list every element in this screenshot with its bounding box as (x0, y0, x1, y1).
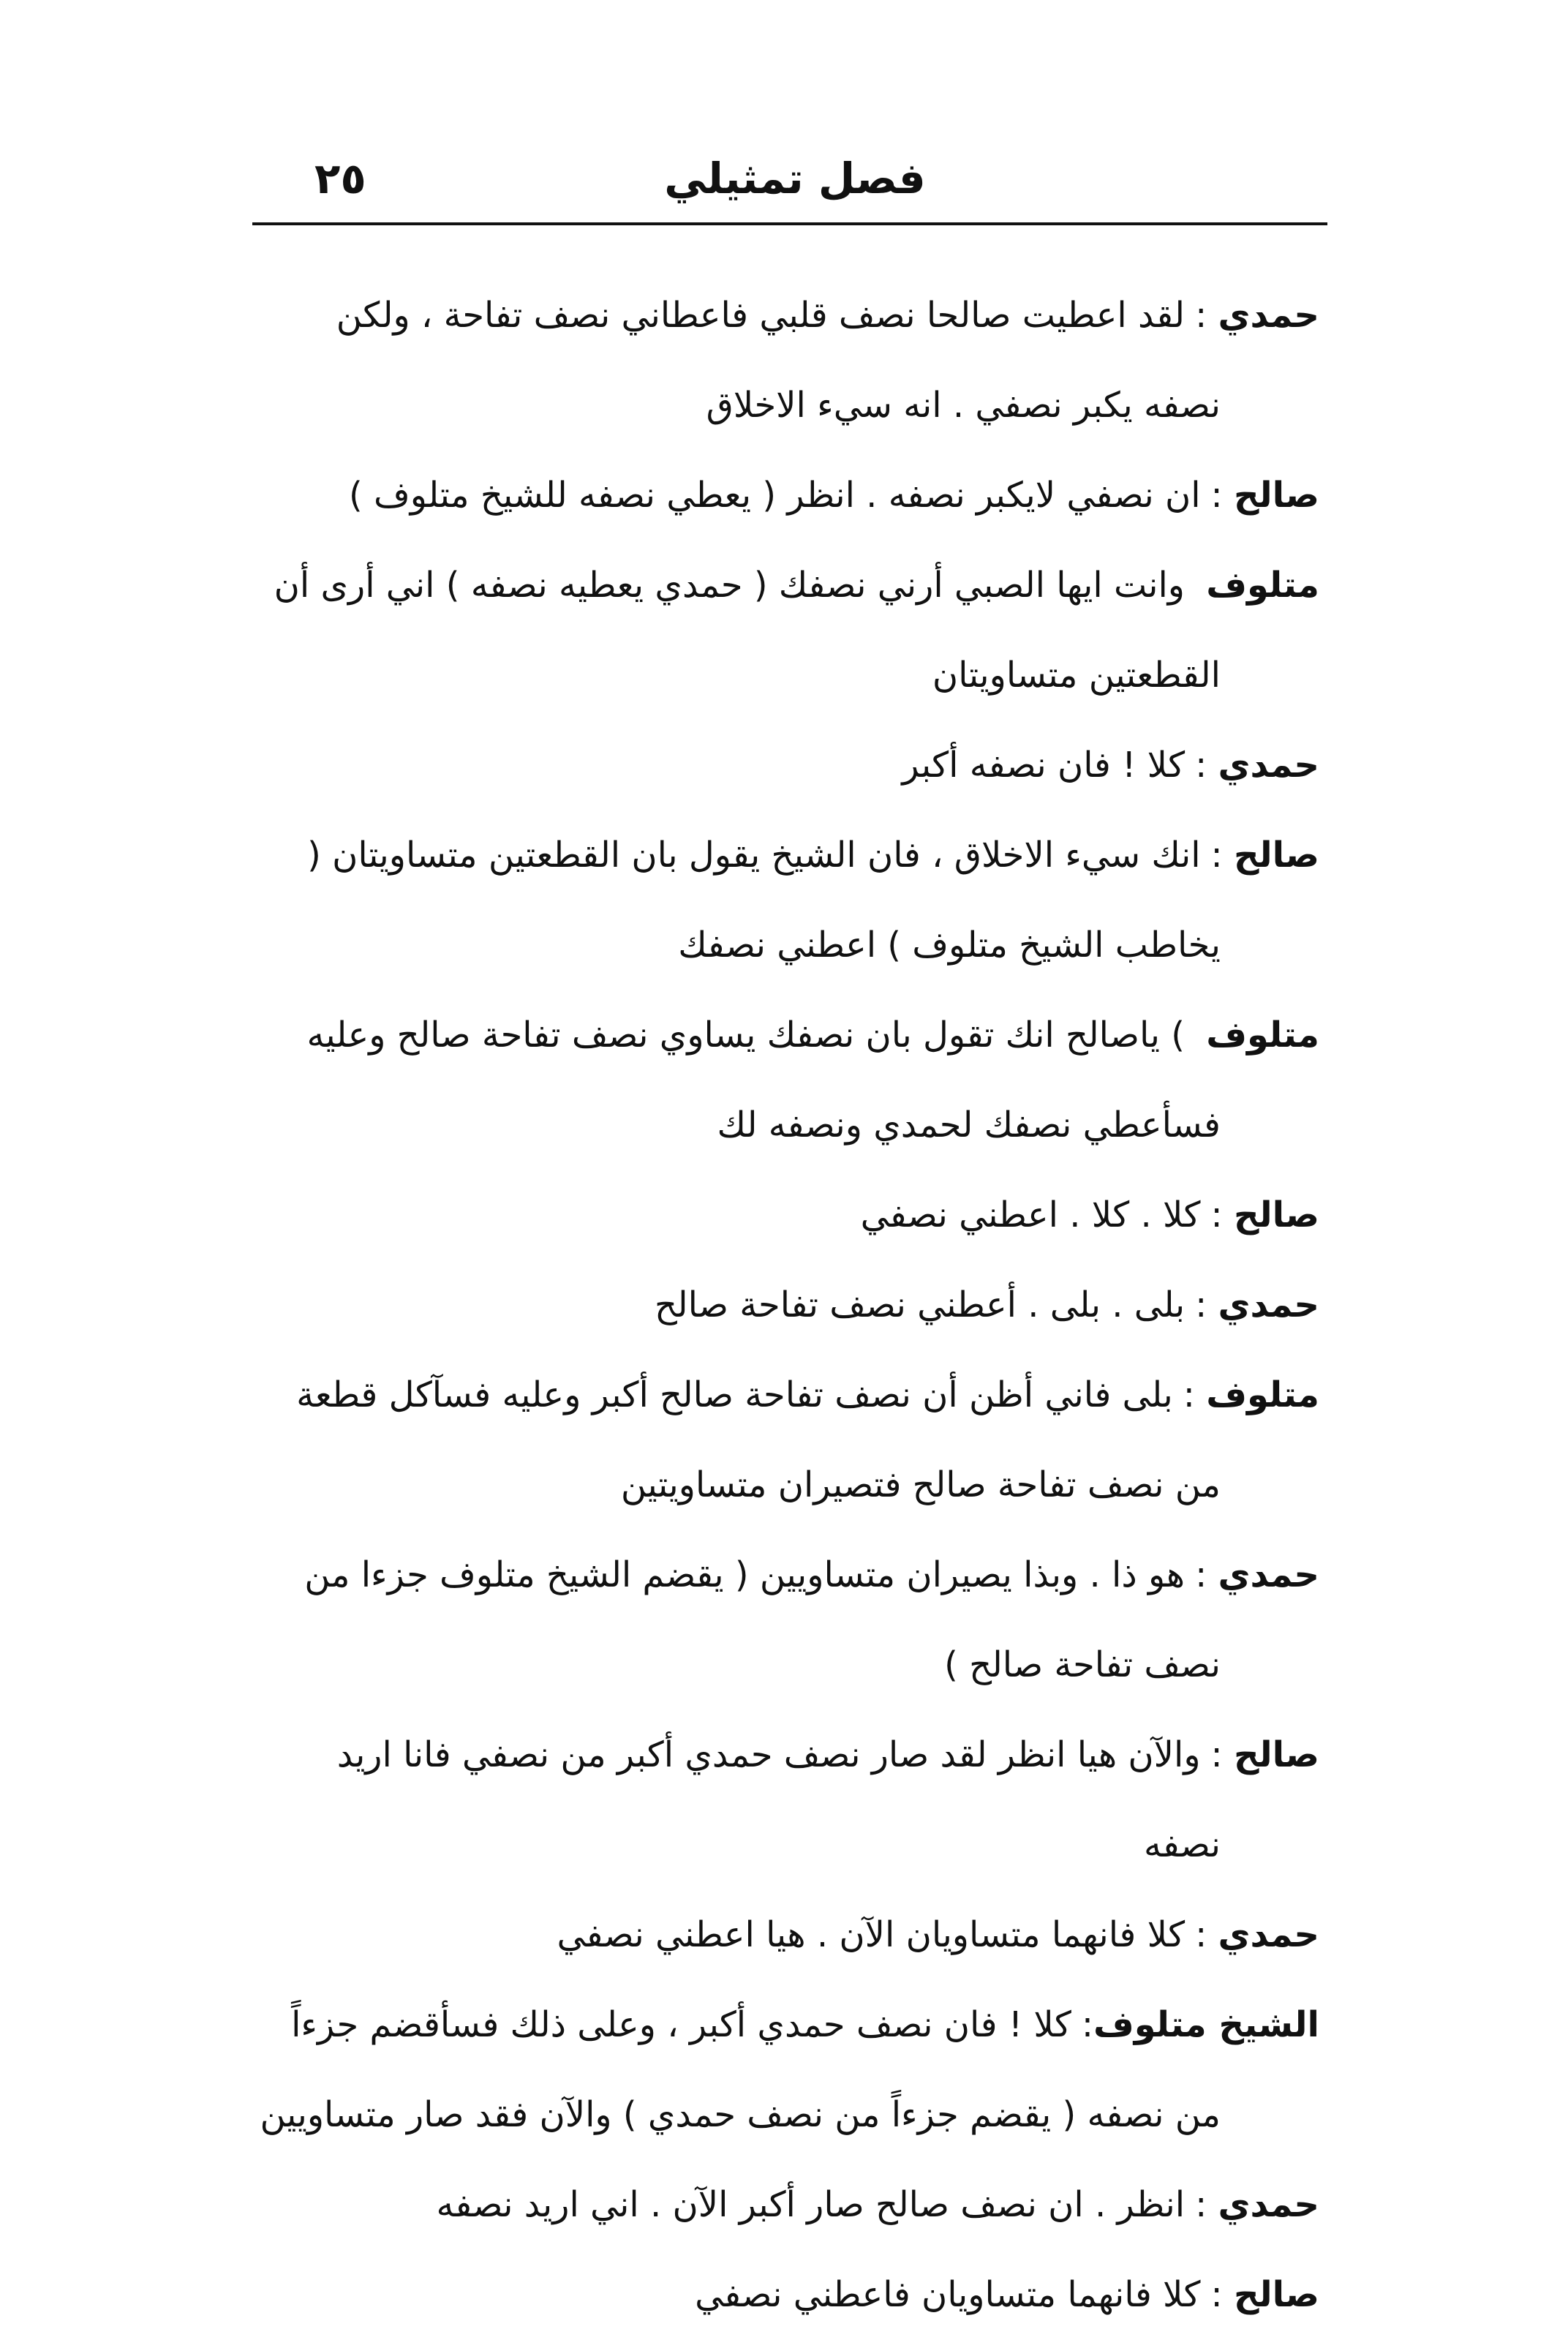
speaker-name: متلوف (1206, 565, 1319, 606)
line-text: كلا فانهما متساويان فاعطني نصفي (695, 2274, 1201, 2315)
speaker-name: متلوف (1206, 1015, 1319, 1056)
line-text: كلا ! فان نصفه أكبر (902, 745, 1186, 786)
speaker-separator: : (1210, 835, 1234, 876)
line-text: كلا . كلا . اعطني نصفي (860, 1195, 1201, 1235)
speaker-separator: : (1195, 745, 1218, 786)
dialogue-line (252, 2250, 1319, 2340)
speaker-separator: : (1195, 295, 1218, 336)
line-text: لقد اعطيت صالحا نصف قلبي فاعطاني نصف تفاحة ، ولكن نصفه يكبر نصفي . انه سيء الاخلاق (336, 295, 1221, 426)
dialogue-line (252, 721, 1319, 810)
dialogue (252, 271, 1319, 2340)
dialogue-line (252, 1170, 1319, 1260)
speaker-separator: : (1210, 1195, 1234, 1235)
dialogue-line (252, 1890, 1319, 1980)
running-title: فصل تمثيلي (664, 154, 926, 203)
speaker-name: حمدي (1218, 1914, 1319, 1955)
line-text: بلى . بلى . أعطني نصف تفاحة صالح (655, 1284, 1186, 1325)
speaker-separator: : (1210, 2274, 1234, 2315)
line-text: كلا ! فان نصف حمدي أكبر ، وعلى ذلك فسأقضم جزءاً من نصفه ( يقضم جزءاً من نصف حمدي ) والآن فقد صار متساويين (260, 2004, 1221, 2135)
line-text: بلى فاني أظن أن نصف تفاحة صالح أكبر وعليه فسآكل قطعة من نصف تفاحة صالح فتصيران متساويتين (296, 1374, 1221, 1505)
speaker-name: حمدي (1218, 295, 1319, 336)
speaker-name: الشيخ متلوف (1093, 2004, 1319, 2045)
speaker-separator: : (1210, 475, 1234, 516)
line-text: انظر . ان نصف صالح صار أكبر الآن . اني اريد نصفه (436, 2184, 1186, 2225)
header-rule (252, 222, 1327, 225)
speaker-name: حمدي (1218, 745, 1319, 786)
dialogue-line (252, 1980, 1319, 2160)
speaker-name: صالح (1233, 1734, 1319, 1775)
speaker-separator: : (1195, 2184, 1218, 2225)
speaker-name: صالح (1233, 1195, 1319, 1235)
speaker-separator: : (1195, 1554, 1218, 1595)
dialogue-line (252, 810, 1319, 990)
line-text: انك سيء الاخلاق ، فان الشيخ يقول بان القطعتين متساويتان ( يخاطب الشيخ متلوف ) اعطني نصفك (307, 835, 1221, 966)
speaker-separator: : (1195, 1914, 1218, 1955)
line-text: وانت ايها الصبي أرني نصفك ( حمدي يعطيه نصفه ) اني أرى أن القطعتين متساويتان (274, 565, 1221, 696)
dialogue-line (252, 2160, 1319, 2250)
speaker-name: متلوف (1206, 1374, 1319, 1415)
line-text: كلا فانهما متساويان الآن . هيا اعطني نصفي (557, 1914, 1186, 1955)
speaker-name: حمدي (1218, 1554, 1319, 1595)
dialogue-line (252, 990, 1319, 1170)
dialogue-line (252, 451, 1319, 541)
page-number: ٢٥ (314, 154, 366, 203)
dialogue-line (252, 541, 1319, 721)
line-text: هو ذا . وبذا يصيران متساويين ( يقضم الشيخ متلوف جزءا من نصف تفاحة صالح ) (304, 1554, 1221, 1685)
dialogue-line (252, 1530, 1319, 1710)
speaker-separator: : (1195, 1284, 1218, 1325)
speaker-separator: : (1210, 1734, 1234, 1775)
speaker-name: حمدي (1218, 1284, 1319, 1325)
speaker-separator: : (1081, 2004, 1094, 2045)
speaker-name: حمدي (1218, 2184, 1319, 2225)
dialogue-line (252, 1260, 1319, 1350)
dialogue-line (252, 1350, 1319, 1530)
line-text: ) ياصالح انك تقول بان نصفك يساوي نصف تفاحة صالح وعليه فسأعطي نصفك لحمدي ونصفه لك (306, 1015, 1221, 1145)
line-text: ان نصفي لايكبر نصفه . انظر ( يعطي نصفه للشيخ متلوف ) (349, 475, 1201, 516)
speaker-name: صالح (1233, 835, 1319, 876)
speaker-name: صالح (1233, 2274, 1319, 2315)
speaker-name: صالح (1233, 475, 1319, 516)
line-text: والآن هيا انظر لقد صار نصف حمدي أكبر من نصفي فانا اريد نصفه (336, 1734, 1221, 1865)
speaker-separator (1195, 1015, 1206, 1056)
dialogue-line (252, 271, 1319, 451)
speaker-separator (1195, 565, 1206, 606)
running-head (256, 139, 1334, 219)
speaker-separator: : (1183, 1374, 1207, 1415)
dialogue-line (252, 1710, 1319, 1890)
